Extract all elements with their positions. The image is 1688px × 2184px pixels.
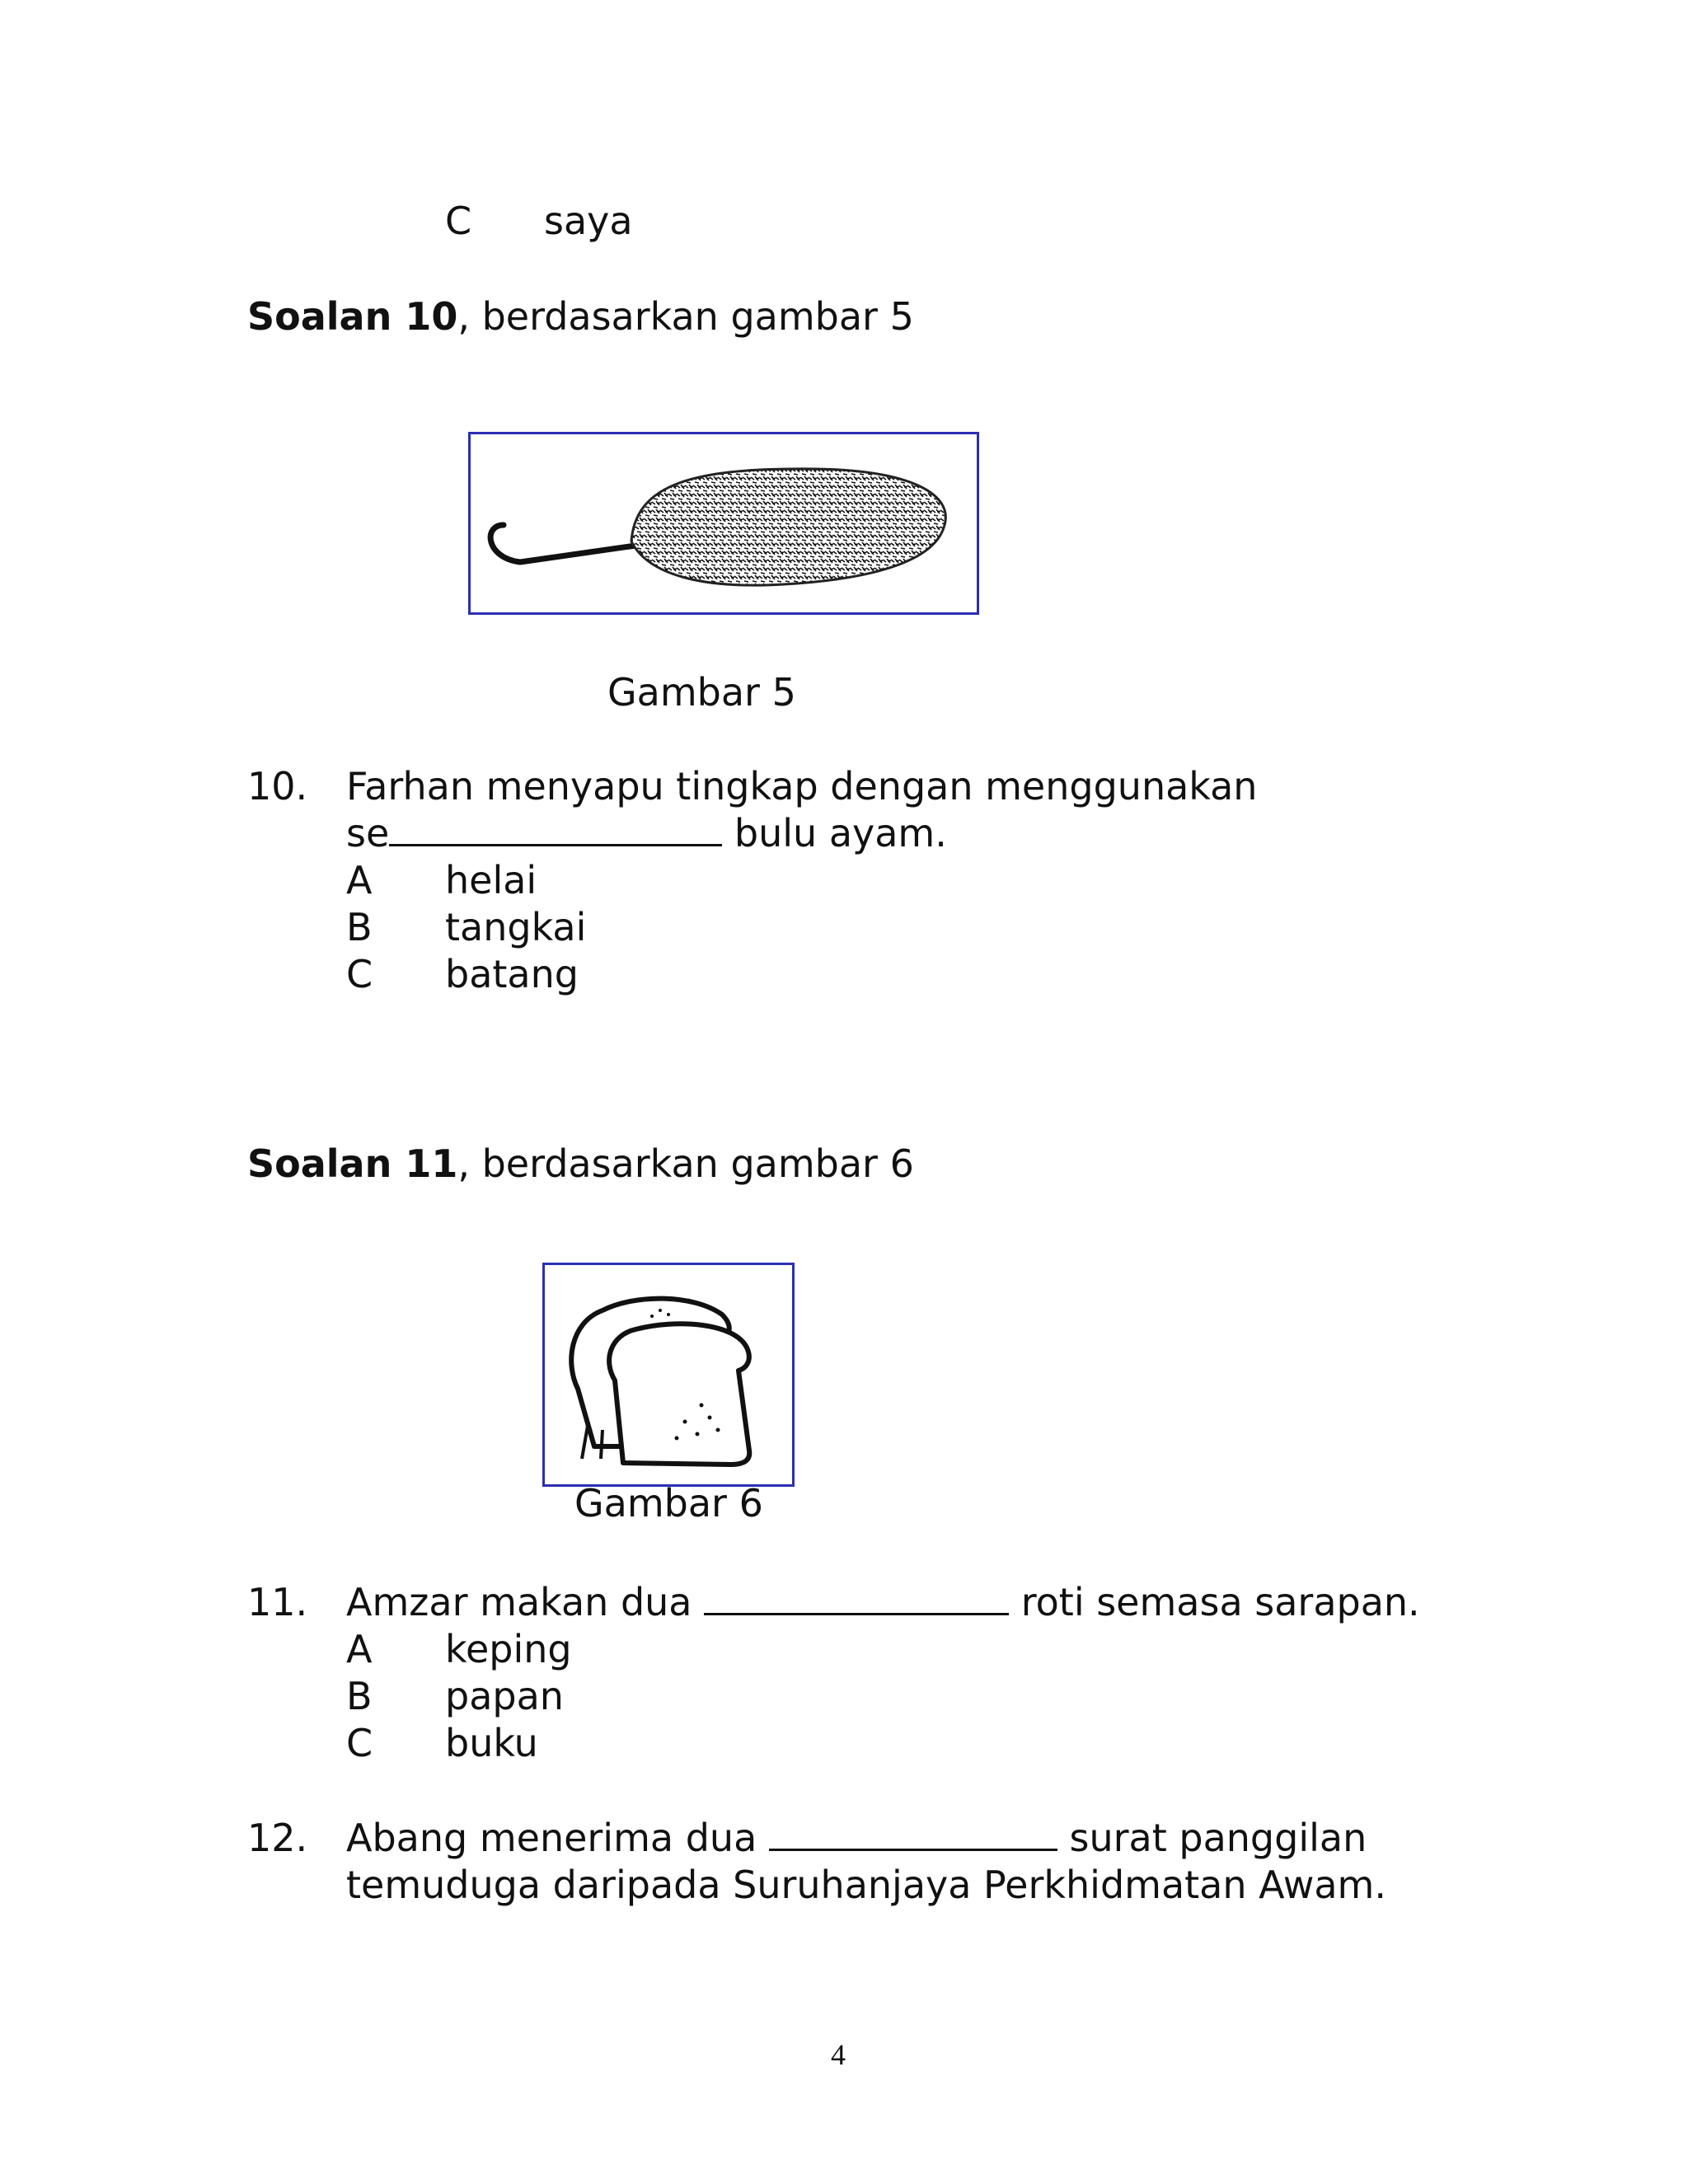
option-letter: C [445, 199, 472, 243]
option-letter: C [346, 952, 373, 996]
figure-5-frame [468, 432, 979, 615]
question-number-11: 11. [247, 1580, 308, 1624]
question-11-line1 [346, 1579, 1420, 1625]
question-10-line2 [346, 810, 947, 856]
section-heading-11 [247, 1141, 914, 1187]
option-text: papan [445, 1674, 564, 1718]
option-text: saya [544, 199, 633, 243]
question-10-line1: Farhan menyapu tingkap dengan menggunakan [346, 764, 1258, 808]
option-text: tangkai [445, 905, 587, 949]
option-text: batang [445, 952, 579, 996]
option-letter: B [346, 905, 373, 949]
section-heading-rest: , berdasarkan gambar 6 [457, 1141, 914, 1186]
section-heading-10 [247, 293, 914, 340]
section-heading-bold: Soalan 10 [247, 294, 458, 339]
answer-blank [769, 1817, 1057, 1851]
question-10-line2-before: se [346, 811, 390, 855]
section-heading-bold: Soalan 11 [247, 1141, 458, 1186]
question-12-line1 [346, 1815, 1367, 1861]
question-12-after: surat panggilan [1057, 1816, 1367, 1860]
option-text: helai [445, 858, 537, 902]
question-11-after: roti semasa sarapan. [1009, 1580, 1420, 1624]
question-number-12: 12. [247, 1816, 308, 1860]
option-letter: A [346, 1627, 373, 1671]
option-letter: B [346, 1674, 373, 1718]
option-letter: A [346, 858, 373, 902]
question-number-10: 10. [247, 764, 308, 808]
figure-5-caption: Gambar 5 [607, 670, 796, 715]
option-text: keping [445, 1627, 572, 1671]
question-10-line2-after: bulu ayam. [722, 811, 947, 855]
answer-blank [704, 1582, 1009, 1615]
answer-blank [389, 813, 722, 846]
question-11-before: Amzar makan dua [346, 1580, 705, 1624]
page-number: 4 [831, 2038, 846, 2071]
option-text: buku [445, 1721, 538, 1765]
section-heading-rest: , berdasarkan gambar 5 [457, 294, 914, 339]
feather-duster-icon [471, 434, 977, 612]
bread-slices-icon [545, 1265, 792, 1484]
question-12-before: Abang menerima dua [346, 1816, 769, 1860]
option-letter: C [346, 1721, 373, 1765]
question-12-line2: temuduga daripada Suruhanjaya Perkhidmatan Awam. [346, 1863, 1386, 1907]
figure-6-frame [542, 1263, 795, 1487]
figure-6-caption: Gambar 6 [574, 1481, 763, 1526]
